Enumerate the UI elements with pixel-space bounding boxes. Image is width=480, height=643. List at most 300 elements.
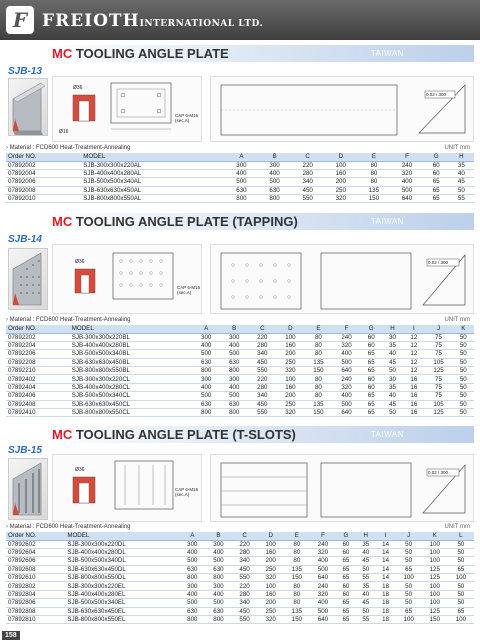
material-info: › Material : FCD600 Heat-Treatment-Annealing <box>6 317 131 323</box>
table-cell: 65 <box>361 350 382 358</box>
table-cell: 300 <box>258 161 291 169</box>
table-cell: 630 <box>225 186 258 194</box>
table-cell: 50 <box>453 358 474 366</box>
table-cell: 16 <box>403 392 424 400</box>
table-cell: 50 <box>453 409 474 417</box>
table-cell: SJB-400x400x280BL <box>70 341 192 349</box>
table-cell: 125 <box>422 607 448 615</box>
table-cell: 500 <box>220 350 248 358</box>
table-cell: 75 <box>425 350 453 358</box>
table-cell: 100 <box>448 616 474 624</box>
table-cell: 500 <box>220 392 248 400</box>
table-cell: 125 <box>422 574 448 582</box>
table-cell: 500 <box>179 599 205 607</box>
column-header: D <box>324 153 357 161</box>
table-cell: 35 <box>382 383 403 391</box>
column-header: D <box>276 325 304 333</box>
table-cell: 55 <box>356 616 376 624</box>
table-cell: 500 <box>310 565 336 573</box>
table-row <box>6 195 474 203</box>
table-cell: 630 <box>220 400 248 408</box>
table-row <box>6 565 474 573</box>
table-cell: 105 <box>425 400 453 408</box>
table-cell: 500 <box>258 178 291 186</box>
cap-screw-label: CAP 6-M16 (sec.A) <box>175 487 199 497</box>
table-cell: SJB-400x400x280DL <box>65 548 179 556</box>
product-photo <box>8 78 48 136</box>
column-header: H <box>382 325 403 333</box>
table-cell: 80 <box>304 375 332 383</box>
table-cell: 630 <box>205 607 231 615</box>
table-cell: 125 <box>425 367 453 375</box>
table-cell: 400 <box>332 350 360 358</box>
table-row <box>6 548 474 556</box>
table-cell: 50 <box>453 375 474 383</box>
table-cell: 07892404 <box>6 383 70 391</box>
table-cell: 280 <box>248 341 276 349</box>
table-cell: 135 <box>304 400 332 408</box>
table-cell: 65 <box>336 599 356 607</box>
table-cell: 300 <box>220 333 248 341</box>
table-cell: 100 <box>448 574 474 582</box>
table-row <box>6 169 474 177</box>
table-cell: 220 <box>248 333 276 341</box>
table-cell: 300 <box>179 582 205 590</box>
table-cell: 07892810 <box>6 616 65 624</box>
column-header: MODEL <box>65 532 179 540</box>
table-cell: 07892206 <box>6 350 70 358</box>
table-cell: 50 <box>382 367 403 375</box>
table-cell: 135 <box>284 565 310 573</box>
table-row <box>6 358 474 366</box>
table-row <box>6 599 474 607</box>
table-cell: 65 <box>336 574 356 582</box>
table-cell: 35 <box>382 341 403 349</box>
table-cell: 400 <box>332 392 360 400</box>
dim-label: Ø36 <box>75 467 85 473</box>
table-cell: 50 <box>453 350 474 358</box>
table-cell: 150 <box>422 616 448 624</box>
table-cell: SJB-630x630x450AL <box>81 186 225 194</box>
table-cell: 65 <box>424 186 449 194</box>
table-row <box>6 409 474 417</box>
table-cell: 630 <box>192 400 220 408</box>
table-row <box>6 590 474 598</box>
table-cell: 800 <box>179 574 205 582</box>
table-cell: 80 <box>304 350 332 358</box>
column-header: A <box>179 532 205 540</box>
table-cell: 450 <box>291 186 324 194</box>
table-cell: 640 <box>390 195 423 203</box>
table-cell: 500 <box>332 400 360 408</box>
table-cell: 16 <box>403 400 424 408</box>
table-cell: 500 <box>205 557 231 565</box>
table-cell: 60 <box>361 341 382 349</box>
material-info: › Material : FCD600 Heat-Treatment-Annealing <box>6 524 131 530</box>
table-row <box>6 161 474 169</box>
table-cell: 07892204 <box>6 341 70 349</box>
table-cell: 550 <box>232 574 258 582</box>
table-cell: 30 <box>382 375 403 383</box>
column-header: I <box>376 532 396 540</box>
table-cell: 35 <box>449 161 474 169</box>
column-header: A <box>192 325 220 333</box>
spec-table <box>6 153 474 203</box>
table-cell: 100 <box>422 590 448 598</box>
table-cell: 160 <box>276 383 304 391</box>
table-cell: SJB-630x630x450CL <box>70 400 192 408</box>
table-cell: 400 <box>310 557 336 565</box>
table-cell: 550 <box>291 195 324 203</box>
table-cell: 630 <box>179 607 205 615</box>
table-cell: 35 <box>356 540 376 548</box>
table-cell: 80 <box>284 599 310 607</box>
table-cell: 65 <box>336 607 356 615</box>
table-cell: 280 <box>232 548 258 556</box>
table-cell: 50 <box>396 599 422 607</box>
table-cell: 80 <box>284 540 310 548</box>
flatness-label: 0.02 / 300 <box>426 92 447 97</box>
table-cell: 630 <box>258 186 291 194</box>
column-header: G <box>336 532 356 540</box>
table-cell: 65 <box>361 392 382 400</box>
table-cell: 630 <box>205 565 231 573</box>
column-header: F <box>332 325 360 333</box>
table-cell: 07892410 <box>6 409 70 417</box>
front-side-drawing <box>52 76 202 142</box>
table-cell: 400 <box>192 383 220 391</box>
unit-label: UNIT mm <box>444 317 470 323</box>
table-cell: 80 <box>304 341 332 349</box>
country-label: TAIWAN <box>370 430 404 439</box>
table-cell: 300 <box>205 582 231 590</box>
table-cell: SJB-400x400x280EL <box>65 590 179 598</box>
table-cell: 500 <box>390 186 423 194</box>
table-cell: 65 <box>448 607 474 615</box>
table-cell: 320 <box>276 367 304 375</box>
table-cell: 300 <box>192 375 220 383</box>
table-cell: 45 <box>382 400 403 408</box>
column-header: J <box>425 325 453 333</box>
column-header: MODEL <box>70 325 192 333</box>
table-cell: SJB-500x500x340CL <box>70 392 192 400</box>
table-cell: 300 <box>220 375 248 383</box>
table-cell: 450 <box>232 565 258 573</box>
cap-screw-label: CAP 6-M16 (sec.A) <box>177 285 201 295</box>
table-cell: 500 <box>310 607 336 615</box>
table-cell: 07892004 <box>6 169 81 177</box>
table-cell: 400 <box>179 548 205 556</box>
table-cell: 320 <box>332 341 360 349</box>
table-cell: 12 <box>403 341 424 349</box>
table-row <box>6 341 474 349</box>
table-cell: 50 <box>396 557 422 565</box>
page-number: 158 <box>2 631 20 640</box>
table-cell: 14 <box>376 574 396 582</box>
table-cell: 12 <box>403 367 424 375</box>
table-cell: 40 <box>382 392 403 400</box>
table-cell: 50 <box>356 565 376 573</box>
table-row <box>6 383 474 391</box>
section-title: MC TOOLING ANGLE PLATE <box>52 46 229 61</box>
table-cell: 400 <box>205 548 231 556</box>
table-cell: 16 <box>403 383 424 391</box>
column-header: H <box>356 532 376 540</box>
table-row <box>6 607 474 615</box>
material-info: › Material : FCD600 Heat-Treatment-Annealing <box>6 145 131 151</box>
column-header: F <box>390 153 423 161</box>
table-cell: 50 <box>453 383 474 391</box>
table-cell: 50 <box>449 186 474 194</box>
table-cell: 250 <box>276 400 304 408</box>
table-cell: 100 <box>396 574 422 582</box>
table-row <box>6 616 474 624</box>
column-header: Order NO. <box>6 532 65 540</box>
table-cell: 07892408 <box>6 400 70 408</box>
table-cell: 125 <box>425 409 453 417</box>
top-view-drawing <box>210 76 474 142</box>
table-cell: 150 <box>357 195 390 203</box>
front-side-drawing <box>52 244 202 314</box>
table-cell: 65 <box>361 358 382 366</box>
column-header: L <box>448 532 474 540</box>
table-cell: 40 <box>382 350 403 358</box>
table-cell: 16 <box>403 409 424 417</box>
table-cell: SJB-400x400x280CL <box>70 383 192 391</box>
table-cell: 630 <box>192 358 220 366</box>
table-cell: 400 <box>390 178 423 186</box>
table-cell: 55 <box>356 574 376 582</box>
column-header: Order NO. <box>6 325 70 333</box>
table-cell: 340 <box>248 392 276 400</box>
table-cell: 135 <box>357 186 390 194</box>
table-cell: 500 <box>225 178 258 186</box>
table-cell: 14 <box>376 540 396 548</box>
table-cell: 18 <box>376 582 396 590</box>
table-cell: 18 <box>376 607 396 615</box>
table-cell: 100 <box>258 540 284 548</box>
table-cell: 150 <box>284 574 310 582</box>
table-cell: 135 <box>304 358 332 366</box>
table-cell: 500 <box>192 392 220 400</box>
table-row <box>6 392 474 400</box>
table-cell: 320 <box>310 590 336 598</box>
table-cell: 125 <box>422 565 448 573</box>
table-cell: 75 <box>425 392 453 400</box>
table-cell: 800 <box>179 616 205 624</box>
table-cell: 500 <box>179 557 205 565</box>
column-header: MODEL <box>81 153 225 161</box>
section-title-bar <box>38 213 474 230</box>
table-cell: 50 <box>453 367 474 375</box>
table-cell: 300 <box>179 540 205 548</box>
table-cell: 150 <box>284 616 310 624</box>
table-cell: 50 <box>448 590 474 598</box>
product-code: SJB-13 <box>8 66 42 77</box>
table-row <box>6 375 474 383</box>
table-cell: 80 <box>304 333 332 341</box>
table-cell: 07892802 <box>6 582 65 590</box>
table-cell: 07892610 <box>6 574 65 582</box>
table-cell: 18 <box>376 590 396 598</box>
table-cell: 65 <box>361 409 382 417</box>
table-cell: 60 <box>361 375 382 383</box>
column-header: G <box>361 325 382 333</box>
table-cell: 340 <box>232 599 258 607</box>
table-cell: 800 <box>225 195 258 203</box>
table-cell: 250 <box>258 607 284 615</box>
table-cell: 550 <box>232 616 258 624</box>
table-cell: 50 <box>453 333 474 341</box>
table-cell: 07892606 <box>6 557 65 565</box>
section-title: MC TOOLING ANGLE PLATE (T-SLOTS) <box>52 427 296 442</box>
spec-table <box>6 325 474 417</box>
table-cell: 240 <box>310 540 336 548</box>
table-cell: 100 <box>422 557 448 565</box>
table-cell: 65 <box>336 565 356 573</box>
table-cell: 65 <box>336 557 356 565</box>
table-cell: 100 <box>422 540 448 548</box>
table-cell: 100 <box>396 616 422 624</box>
table-cell: 07892608 <box>6 565 65 573</box>
table-cell: 100 <box>422 582 448 590</box>
table-cell: 50 <box>448 557 474 565</box>
table-cell: SJB-800x800x550BL <box>70 367 192 375</box>
table-cell: 250 <box>324 186 357 194</box>
column-header: K <box>453 325 474 333</box>
table-cell: 65 <box>396 607 422 615</box>
table-cell: 50 <box>396 582 422 590</box>
table-cell: 40 <box>356 548 376 556</box>
table-cell: 400 <box>205 590 231 598</box>
table-cell: 35 <box>356 582 376 590</box>
table-cell: SJB-630x630x450DL <box>65 565 179 573</box>
table-cell: 07892210 <box>6 367 70 375</box>
table-cell: SJB-800x800x550EL <box>65 616 179 624</box>
table-cell: 07892604 <box>6 548 65 556</box>
top-view-drawing <box>210 454 474 522</box>
table-cell: 65 <box>361 400 382 408</box>
table-cell: 280 <box>248 383 276 391</box>
table-cell: 07892002 <box>6 161 81 169</box>
table-cell: 16 <box>403 375 424 383</box>
table-row <box>6 400 474 408</box>
table-cell: 45 <box>356 599 376 607</box>
column-header: K <box>422 532 448 540</box>
table-cell: SJB-500x500x340EL <box>65 599 179 607</box>
table-cell: 100 <box>422 599 448 607</box>
table-cell: 50 <box>448 540 474 548</box>
table-cell: 500 <box>205 599 231 607</box>
front-side-drawing <box>52 454 202 522</box>
table-cell: 450 <box>248 400 276 408</box>
table-cell: 200 <box>258 599 284 607</box>
table-cell: 250 <box>276 358 304 366</box>
table-cell: 200 <box>258 557 284 565</box>
dim-label: Ø36 <box>75 259 85 265</box>
table-cell: 50 <box>453 341 474 349</box>
table-cell: 160 <box>258 590 284 598</box>
table-cell: 800 <box>220 409 248 417</box>
table-cell: 80 <box>357 169 390 177</box>
table-cell: 80 <box>284 582 310 590</box>
product-photo <box>8 248 48 310</box>
column-header: D <box>258 532 284 540</box>
table-cell: 65 <box>396 565 422 573</box>
table-cell: 07892804 <box>6 590 65 598</box>
table-cell: 400 <box>192 341 220 349</box>
table-cell: 320 <box>324 195 357 203</box>
table-row <box>6 350 474 358</box>
table-cell: SJB-400x400x280AL <box>81 169 225 177</box>
cap-screw-label: CAP 6-M16 (sec.A) <box>175 113 199 123</box>
table-cell: 65 <box>448 565 474 573</box>
table-cell: 60 <box>361 333 382 341</box>
table-cell: 65 <box>361 367 382 375</box>
table-cell: 12 <box>403 333 424 341</box>
table-cell: 50 <box>396 540 422 548</box>
table-cell: 60 <box>361 383 382 391</box>
table-cell: 80 <box>357 178 390 186</box>
table-cell: 550 <box>248 409 276 417</box>
product-photo <box>8 458 48 520</box>
table-cell: 105 <box>425 358 453 366</box>
flatness-label: 0.02 / 300 <box>428 260 449 265</box>
product-code: SJB-15 <box>8 445 42 456</box>
table-cell: 220 <box>232 582 258 590</box>
table-cell: 60 <box>424 161 449 169</box>
table-cell: 14 <box>376 548 396 556</box>
table-cell: 60 <box>336 540 356 548</box>
column-header: C <box>291 153 324 161</box>
table-row <box>6 574 474 582</box>
table-cell: 50 <box>356 607 376 615</box>
table-cell: 75 <box>425 341 453 349</box>
table-cell: 340 <box>291 178 324 186</box>
table-cell: 280 <box>291 169 324 177</box>
table-cell: 07892010 <box>6 195 81 203</box>
table-row <box>6 186 474 194</box>
column-header: B <box>205 532 231 540</box>
table-cell: 400 <box>225 169 258 177</box>
table-cell: 50 <box>396 548 422 556</box>
table-cell: 640 <box>332 367 360 375</box>
table-cell: 160 <box>324 169 357 177</box>
table-cell: 100 <box>422 548 448 556</box>
top-view-drawing <box>210 244 474 314</box>
column-header: Order NO. <box>6 153 81 161</box>
table-cell: 80 <box>304 392 332 400</box>
unit-label: UNIT mm <box>444 145 470 151</box>
table-header-row <box>6 532 474 540</box>
column-header: C <box>248 325 276 333</box>
table-cell: 320 <box>258 574 284 582</box>
column-header: F <box>310 532 336 540</box>
table-cell: SJB-800x800x550AL <box>81 195 225 203</box>
table-header-row <box>6 325 474 333</box>
table-cell: 100 <box>276 375 304 383</box>
table-cell: 07892602 <box>6 540 65 548</box>
table-cell: 40 <box>449 169 474 177</box>
section-title: MC TOOLING ANGLE PLATE (TAPPING) <box>52 214 298 229</box>
table-cell: 135 <box>284 607 310 615</box>
table-cell: 14 <box>376 565 396 573</box>
table-cell: 400 <box>310 599 336 607</box>
column-header: E <box>284 532 310 540</box>
table-cell: 50 <box>448 582 474 590</box>
table-cell: 800 <box>192 409 220 417</box>
table-cell: 800 <box>205 574 231 582</box>
